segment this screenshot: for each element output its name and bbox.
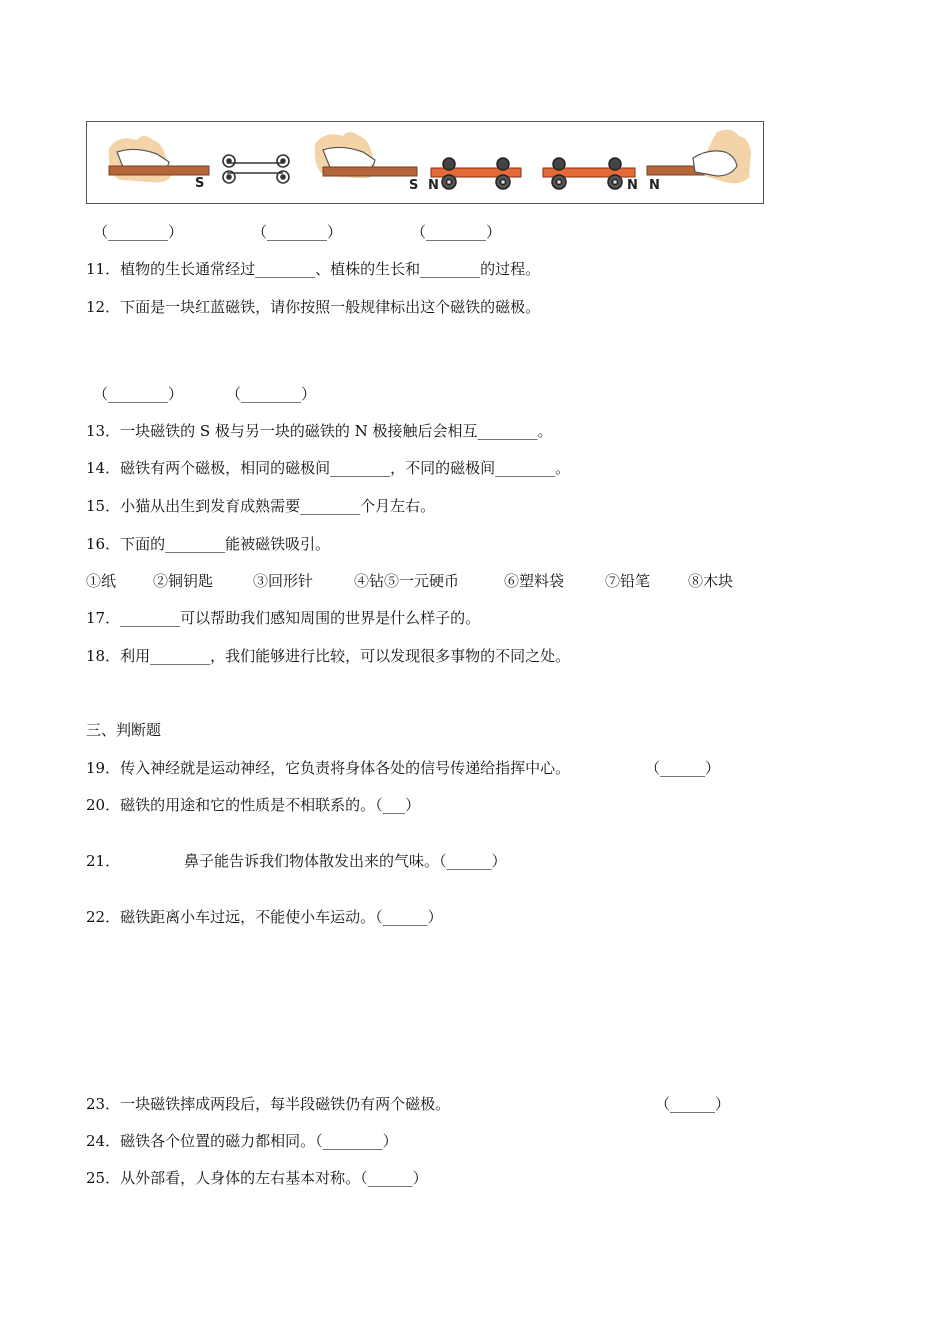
magnet-cart-figure <box>86 121 764 204</box>
figure-answer-blank-1[interactable]: （________） <box>93 223 184 241</box>
outline-cart-1 <box>223 155 289 183</box>
pole-label: N <box>627 178 638 193</box>
q16-option-1: ①纸 <box>86 572 117 590</box>
pole-label: S <box>195 176 205 191</box>
q16-option-4-5: ④钻⑤一元硬币 <box>354 572 460 590</box>
question-11: 11．植物的生长通常经过________、植株的生长和________的过程。 <box>86 260 541 278</box>
question-25: 25．从外部看，人身体的左右基本对称。（______） <box>86 1169 428 1187</box>
question-21: 鼻子能告诉我们物体散发出来的气味。（______） <box>184 852 507 870</box>
question-12: 12．下面是一块红蓝磁铁，请你按照一般规律标出这个磁铁的磁极。 <box>86 298 541 316</box>
pole-label: N <box>649 178 660 193</box>
scene-2 <box>315 132 521 193</box>
q16-option-3: ③回形针 <box>253 572 314 590</box>
figure-answer-blank-2[interactable]: （________） <box>252 223 343 241</box>
question-20: 20．磁铁的用途和它的性质是不相联系的。（___） <box>86 796 421 814</box>
scene-1 <box>109 136 289 191</box>
question-14: 14．磁铁有两个磁极，相同的磁极间________，不同的磁极间________。 <box>86 459 571 477</box>
q16-option-8: ⑧木块 <box>688 572 734 590</box>
question-15: 15．小猫从出生到发育成熟需要________个月左右。 <box>86 497 436 515</box>
q19-answer-blank[interactable]: （______） <box>645 759 721 777</box>
figure-answer-blank-3[interactable]: （________） <box>411 223 502 241</box>
question-18: 18．利用________，我们能够进行比较，可以发现很多事物的不同之处。 <box>86 647 571 665</box>
q23-answer-blank[interactable]: （______） <box>655 1095 731 1113</box>
question-19: 19．传入神经就是运动神经，它负责将身体各处的信号传递给指挥中心。 <box>86 759 571 777</box>
question-17: 17．________可以帮助我们感知周围的世界是什么样子的。 <box>86 609 481 627</box>
pole-label: S <box>409 178 419 193</box>
question-13: 13．一块磁铁的 S 极与另一块的磁铁的 N 极接触后会相互________。 <box>86 422 553 440</box>
section-title-judgment: 三、判断题 <box>86 721 162 739</box>
question-21-number: 21． <box>86 852 121 870</box>
question-16: 16．下面的________能被磁铁吸引。 <box>86 535 331 553</box>
q16-option-2: ②铜钥匙 <box>153 572 214 590</box>
cart-body-2 <box>431 168 521 177</box>
q16-option-6: ⑥塑料袋 <box>504 572 565 590</box>
magnet-pole-blank-2[interactable]: （________） <box>226 385 317 403</box>
question-23: 23．一块磁铁摔成两段后，每半段磁铁仍有两个磁极。 <box>86 1095 451 1113</box>
question-24: 24．磁铁各个位置的磁力都相同。（________） <box>86 1132 398 1150</box>
hand-glove-3 <box>693 151 737 176</box>
pole-label: N <box>428 178 439 193</box>
magnet-bar-1 <box>109 166 209 175</box>
question-22: 22．磁铁距离小车过远，不能使小车运动。（______） <box>86 908 443 926</box>
scene-3 <box>543 130 751 193</box>
magnet-cart-illustration <box>87 122 763 203</box>
magnet-pole-blank-1[interactable]: （________） <box>93 385 184 403</box>
magnet-bar-2 <box>323 167 417 176</box>
q16-option-7: ⑦铅笔 <box>605 572 651 590</box>
